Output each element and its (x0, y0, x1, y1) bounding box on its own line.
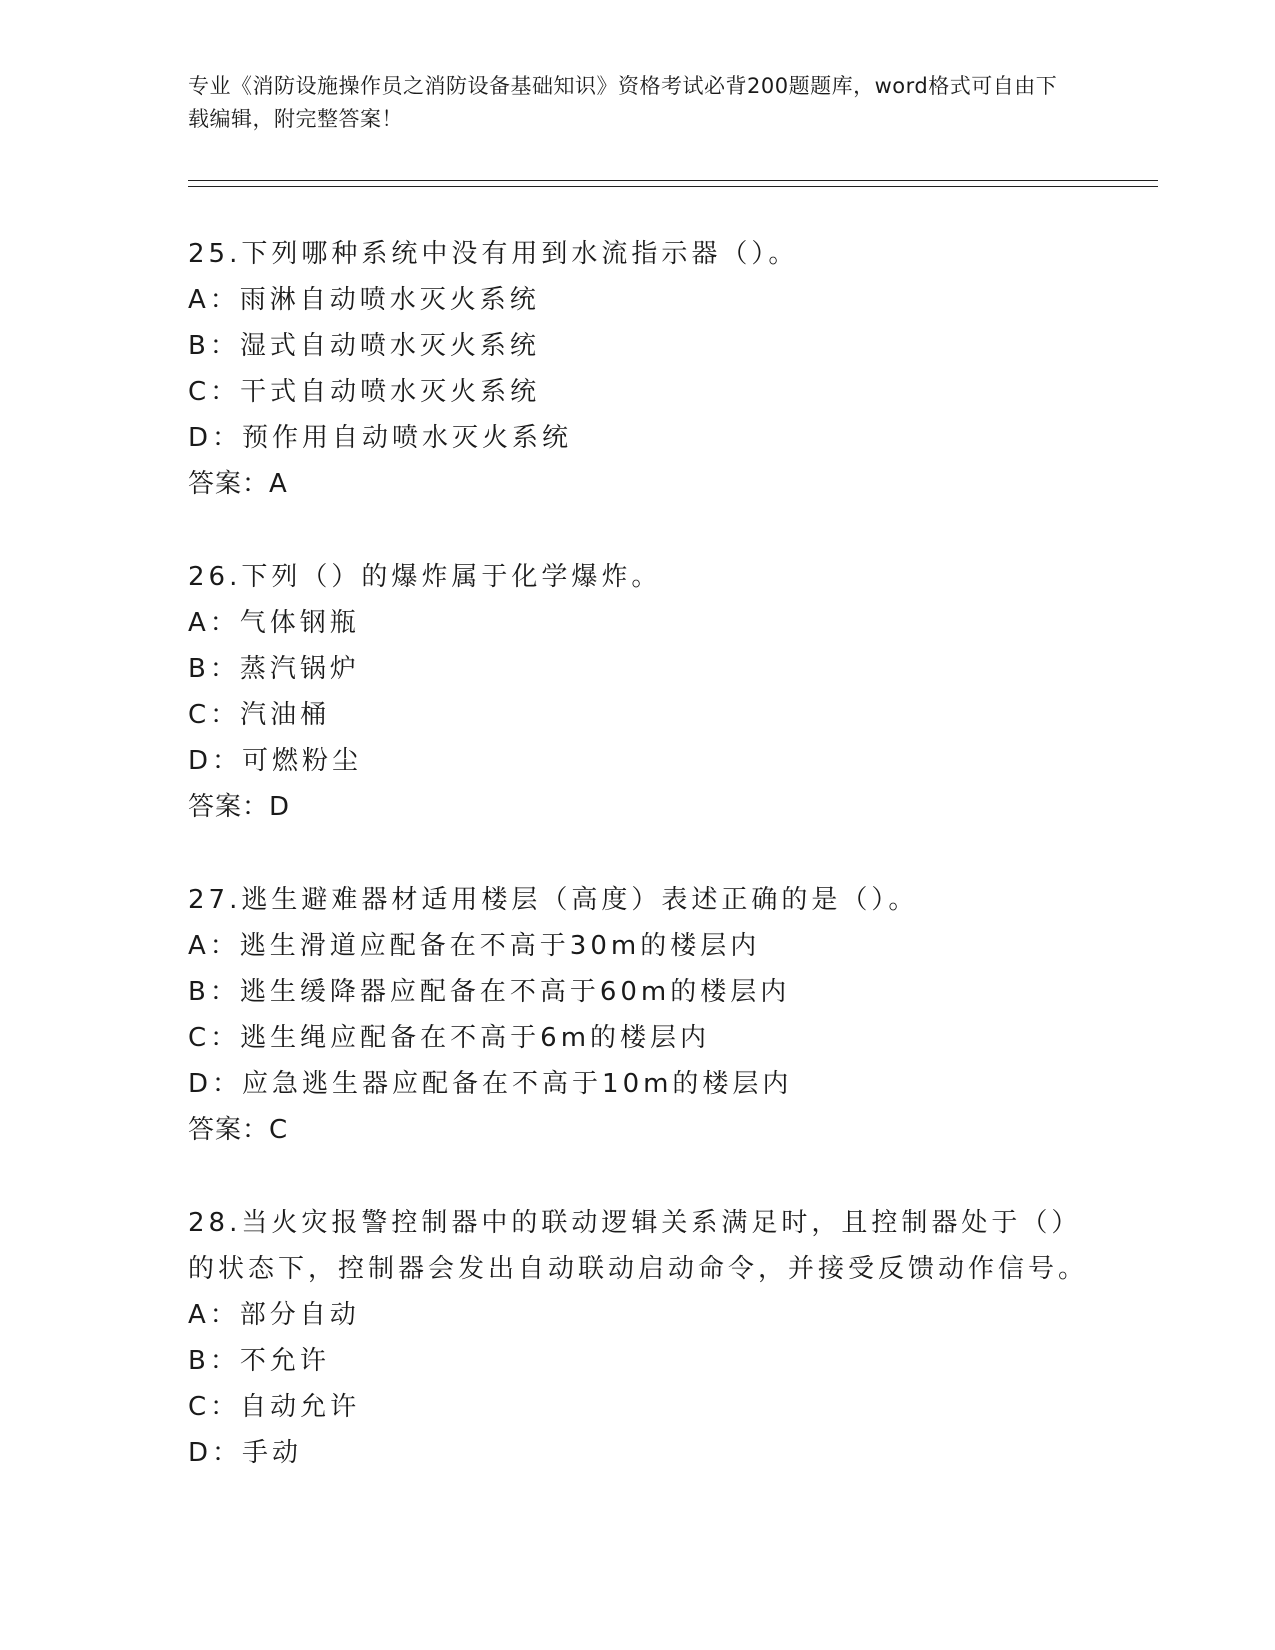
option-d: D：应急逃生器应配备在不高于10m的楼层内 (188, 1069, 793, 1099)
option-b: B：蒸汽锅炉 (188, 654, 360, 684)
option-c: C：汽油桶 (188, 700, 331, 730)
option-d: D：预作用自动喷水灭火系统 (188, 423, 573, 453)
document-page (188, 70, 1158, 1523)
question-25 (188, 231, 1158, 507)
option-c: C：逃生绳应配备在不高于6m的楼层内 (188, 1023, 711, 1053)
option-a: A：气体钢瓶 (188, 608, 360, 638)
question-stem: 26.下列（）的爆炸属于化学爆炸。 (188, 562, 662, 592)
question-28 (188, 1200, 1158, 1476)
option-c: C：自动允许 (188, 1392, 361, 1422)
option-a: A：雨淋自动喷水灭火系统 (188, 285, 540, 315)
option-d: D：手动 (188, 1438, 303, 1468)
option-b: B：逃生缓降器应配备在不高于60m的楼层内 (188, 977, 791, 1007)
question-stem: 28.当火灾报警控制器中的联动逻辑关系满足时，且控制器处于（）的状态下，控制器会发出自动联动启动命令，并接受反馈动作信号。 (188, 1208, 1089, 1284)
option-a: A：部分自动 (188, 1300, 360, 1330)
option-a: A：逃生滑道应配备在不高于30m的楼层内 (188, 931, 761, 961)
option-b: B：不允许 (188, 1346, 330, 1376)
answer-text: 答案：D (188, 792, 291, 822)
answer-text: 答案：A (188, 469, 288, 499)
question-stem: 25.下列哪种系统中没有用到水流指示器（）。 (188, 239, 799, 269)
option-d: D：可燃粉尘 (188, 746, 363, 776)
document-header: 专业《消防设施操作员之消防设备基础知识》资格考试必背200题题库，word格式可自由下载编辑，附完整答案！ (188, 74, 1058, 131)
question-26 (188, 554, 1158, 830)
option-b: B：湿式自动喷水灭火系统 (188, 331, 540, 361)
question-list (188, 231, 1158, 1476)
question-stem: 27.逃生避难器材适用楼层（高度）表述正确的是（）。 (188, 885, 919, 915)
header-divider (188, 180, 1158, 187)
option-c: C：干式自动喷水灭火系统 (188, 377, 541, 407)
question-27 (188, 877, 1158, 1153)
answer-text: 答案：C (188, 1115, 289, 1145)
